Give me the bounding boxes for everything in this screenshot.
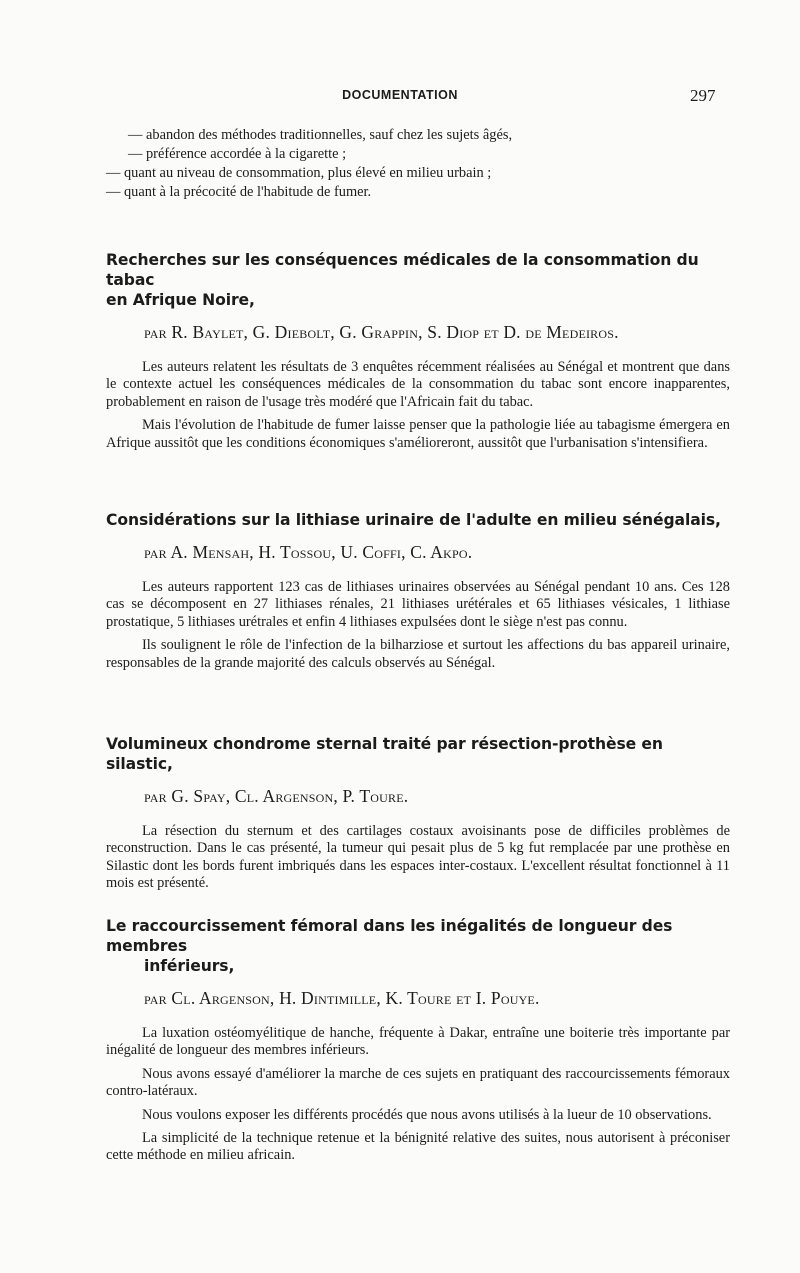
article-4 xyxy=(106,916,730,1171)
running-header: DOCUMENTATION xyxy=(342,88,458,102)
abstract-paragraph: La luxation ostéomyélitique de hanche, fréquente à Dakar, entraîne une boiterie très importante par inégalité de longueur des membres inférieurs. xyxy=(106,1025,730,1059)
abstract-paragraph: La résection du sternum et des cartilages costaux avoisinants pose de difficiles problèmes de reconstruction. Dans le cas présenté, la tumeur qui pesait plus de 5 kg fut remplacée par une prothèse en Silastic dont les bords furent imbriqués dans les espaces inter-costaux. L'excellent résultat fonctionnel à 11 mois est présenté. xyxy=(106,823,730,892)
article-title-line: Le raccourcissement fémoral dans les inégalités de longueur des membres xyxy=(106,917,673,955)
abstract-paragraph: Les auteurs relatent les résultats de 3 enquêtes récemment réalisées au Sénégal et montrent que dans le contexte actuel les conséquences médicales de la consommation du tabac sont encore inapparentes, probablement en raison de l'usage très modéré que l'Africain fait du tabac. xyxy=(106,359,730,410)
article-title-line: Considérations sur la lithiase urinaire de l'adulte en milieu sénégalais, xyxy=(106,511,721,529)
article-title-line: Volumineux chondrome sternal traité par résection-prothèse en silastic, xyxy=(106,735,663,773)
article-byline: par R. Baylet, G. Diebolt, G. Grappin, S. Diop et D. de Medeiros. xyxy=(144,322,619,342)
article-title xyxy=(106,250,730,310)
article-2 xyxy=(106,510,730,678)
article-title xyxy=(106,734,730,774)
article-title-line: en Afrique Noire, xyxy=(106,291,255,309)
page-number: 297 xyxy=(690,86,716,105)
intro-line: — quant à la précocité de l'habitude de fumer. xyxy=(106,184,372,200)
intro-list xyxy=(106,126,730,202)
intro-line: — préférence accordée à la cigarette ; xyxy=(128,146,347,162)
article-abstract xyxy=(106,579,730,672)
article-title-line: inférieurs, xyxy=(144,957,235,975)
article-byline: par A. Mensah, H. Tossou, U. Coffi, C. Akpo. xyxy=(144,542,473,562)
article-title xyxy=(106,510,730,530)
abstract-paragraph: Mais l'évolution de l'habitude de fumer laisse penser que la pathologie liée au tabagisme émergera en Afrique aussitôt que les conditions économiques s'amélioreront, aussitôt que l'urbanisation s'intensifiera. xyxy=(106,417,730,451)
article-title-line: Recherches sur les conséquences médicales de la consommation du tabac xyxy=(106,251,699,289)
article-abstract xyxy=(106,823,730,893)
abstract-paragraph: Les auteurs rapportent 123 cas de lithiases urinaires observées au Sénégal pendant 10 ans. Ces 128 cas se décomposent en 27 lithiases rénales, 21 lithiases urétérales et 65 lithiases vésicales, 1 lithiase prostatique, 5 lithiases urétrales et enfin 4 lithiases expulsées dont le siège n'est pas connu. xyxy=(106,579,730,630)
article-byline: par Cl. Argenson, H. Dintimille, K. Toure et I. Pouye. xyxy=(144,988,540,1008)
abstract-paragraph: La simplicité de la technique retenue et la bénignité relative des suites, nous autorisent à préconiser cette méthode en milieu africain. xyxy=(106,1130,730,1164)
article-abstract xyxy=(106,359,730,452)
article-abstract xyxy=(106,1025,730,1165)
intro-line: — quant au niveau de consommation, plus élevé en milieu urbain ; xyxy=(106,165,492,181)
intro-line: — abandon des méthodes traditionnelles, sauf chez les sujets âgés, xyxy=(128,127,513,143)
abstract-paragraph: Ils soulignent le rôle de l'infection de la bilharziose et surtout les affections du bas appareil urinaire, responsables de la grande majorité des calculs observés au Sénégal. xyxy=(106,637,730,671)
article-3 xyxy=(106,734,730,899)
article-1 xyxy=(106,250,730,458)
article-title xyxy=(106,916,730,976)
abstract-paragraph: Nous voulons exposer les différents procédés que nous avons utilisés à la lueur de 10 observations. xyxy=(142,1106,712,1123)
article-byline: par G. Spay, Cl. Argenson, P. Toure. xyxy=(144,786,409,806)
abstract-paragraph: Nous avons essayé d'améliorer la marche de ces sujets en pratiquant des raccourcissements fémoraux contro-latéraux. xyxy=(106,1065,730,1100)
